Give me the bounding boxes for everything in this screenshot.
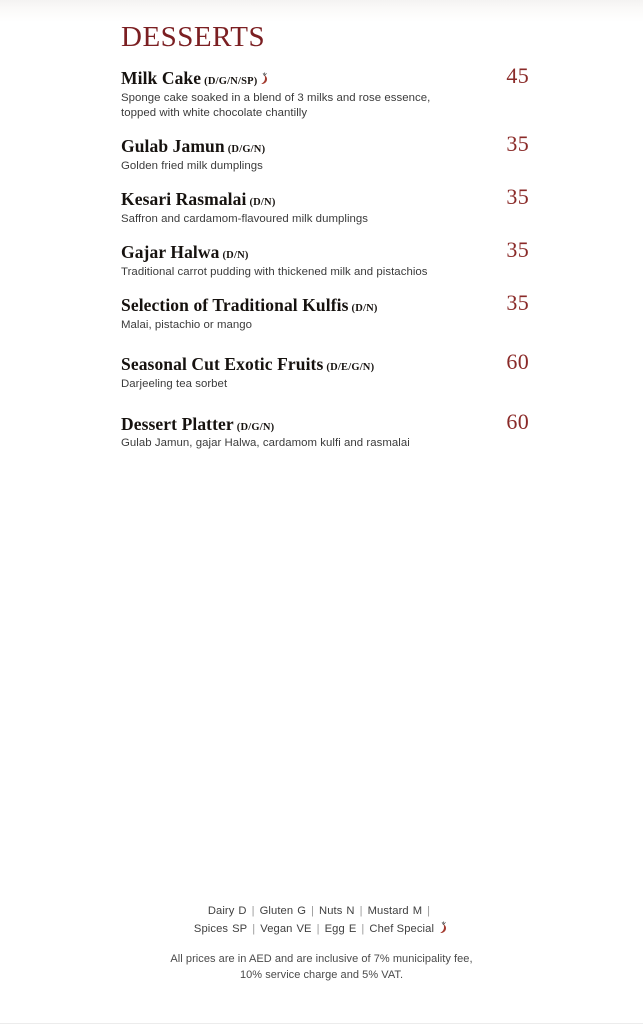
menu-item-price: 60	[506, 349, 529, 375]
legend-label: Dairy	[207, 905, 235, 917]
legend-entry	[368, 905, 423, 917]
menu-item-description: Golden fried milk dumplings	[121, 160, 263, 173]
menu-item-name: Gulab Jamun	[121, 136, 225, 157]
legend-row-1	[0, 902, 643, 920]
menu-item-description: Saffron and cardamom-flavoured milk dumplings	[121, 213, 369, 226]
menu-item-description: Gulab Jamun, gajar Halwa, cardamom kulfi and rasmalai	[121, 437, 410, 450]
menu-item	[121, 237, 529, 280]
menu-item-name: Kesari Rasmalai	[121, 189, 247, 210]
menu-item	[121, 63, 529, 121]
menu-item-price: 60	[506, 408, 529, 434]
legend-entry	[319, 905, 355, 917]
legend-label: Spices	[193, 923, 229, 936]
menu-item-allergen-tags: (D/N)	[351, 303, 378, 315]
menu-content	[121, 0, 529, 468]
legend-entry	[208, 905, 247, 917]
legend-code: G	[297, 905, 306, 917]
legend-entry	[260, 923, 311, 935]
legend-separator: |	[316, 923, 320, 936]
menu-item-heading	[121, 137, 521, 157]
legend-entry	[260, 905, 306, 917]
chili-pepper-icon	[438, 921, 449, 934]
menu-item-price: 35	[506, 131, 529, 157]
price-disclaimer	[0, 952, 643, 984]
legend-label: Egg	[324, 923, 345, 936]
legend-separator: |	[361, 923, 365, 936]
menu-item	[121, 408, 529, 452]
menu-item-list	[121, 63, 529, 452]
legend-label: Vegan	[260, 923, 293, 936]
menu-item-name: Selection of Traditional Kulfis	[121, 295, 349, 316]
legend-separator: |	[252, 923, 256, 936]
menu-item-name: Gajar Halwa	[121, 242, 220, 263]
legend-separator: |	[251, 905, 255, 917]
legend-code: M	[412, 905, 423, 917]
menu-item	[121, 184, 529, 227]
menu-item-allergen-tags: (D/E/G/N)	[326, 362, 375, 374]
legend-entry-chef-special	[369, 923, 434, 935]
menu-item	[121, 349, 529, 392]
menu-item-heading	[121, 190, 521, 210]
menu-item-heading	[121, 69, 521, 89]
menu-item-description: Malai, pistachio or mango	[121, 319, 253, 332]
menu-item-price: 35	[506, 184, 529, 210]
menu-item-description: Traditional carrot pudding with thickened milk and pistachios	[121, 266, 428, 279]
menu-item-allergen-tags: (D/G/N)	[236, 421, 275, 433]
legend-code: E	[348, 923, 357, 936]
legend-label: Chef Special	[369, 923, 435, 936]
menu-item-price: 35	[506, 290, 529, 316]
menu-item-allergen-tags: (D/G/N)	[227, 144, 266, 156]
legend-code: N	[346, 905, 355, 917]
disclaimer-line-2: 10% service charge and 5% VAT.	[239, 969, 404, 982]
menu-item-name: Milk Cake	[121, 68, 202, 88]
legend-code: VE	[296, 923, 312, 936]
menu-item-heading	[121, 296, 521, 316]
menu-item-description: Sponge cake soaked in a blend of 3 milks and rose essence, topped with white chocolate chantilly	[121, 91, 431, 120]
legend-label: Gluten	[259, 905, 294, 917]
menu-item-heading	[121, 243, 521, 263]
menu-item-name: Dessert Platter	[121, 413, 234, 434]
legend-separator: |	[311, 905, 315, 917]
menu-footer	[0, 902, 643, 984]
menu-item-allergen-tags: (D/N)	[222, 250, 249, 262]
menu-item	[121, 131, 529, 174]
menu-item-price: 45	[506, 63, 529, 88]
page-title: DESSERTS	[121, 21, 266, 53]
legend-code: SP	[232, 923, 248, 936]
allergen-legend	[0, 902, 643, 938]
legend-row-2	[0, 920, 643, 938]
menu-item-name: Seasonal Cut Exotic Fruits	[121, 354, 324, 375]
legend-separator: |	[427, 905, 431, 917]
legend-entry	[194, 923, 247, 935]
menu-item-heading	[121, 355, 521, 375]
menu-item-allergen-tags: (D/N)	[249, 197, 276, 209]
legend-label: Mustard	[367, 905, 409, 917]
menu-item	[121, 290, 529, 333]
legend-separator: |	[359, 905, 363, 917]
disclaimer-line-1: All prices are in AED and are inclusive of 7% municipality fee,	[170, 953, 473, 966]
menu-item-description: Darjeeling tea sorbet	[121, 378, 228, 391]
menu-item-heading	[121, 415, 521, 435]
legend-code: D	[238, 905, 247, 917]
menu-item-price: 35	[506, 237, 529, 263]
chili-pepper-icon	[259, 72, 270, 85]
legend-label: Nuts	[319, 905, 343, 917]
legend-entry	[325, 923, 357, 935]
menu-item-allergen-tags: (D/G/N/SP)	[204, 76, 258, 87]
